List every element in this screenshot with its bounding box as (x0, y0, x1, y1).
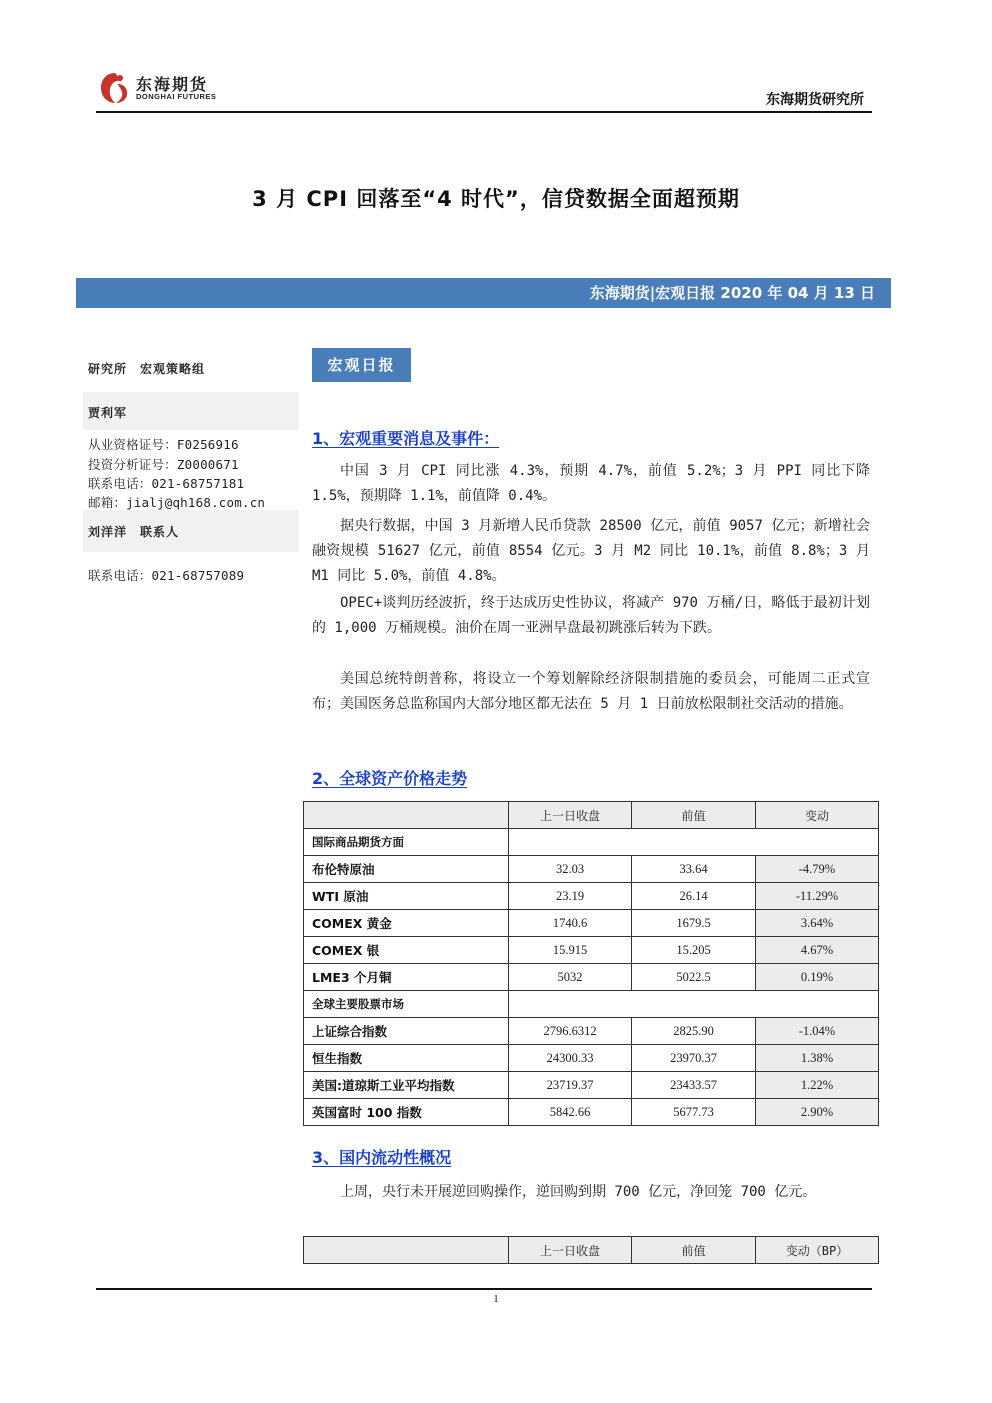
asset-name: LME3 个月铜 (304, 964, 509, 991)
page-number: 1 (493, 1293, 499, 1305)
table-row (304, 937, 879, 964)
institute-name: 东海期货研究所 (766, 92, 864, 108)
section-heading-assets: 2、全球资产价格走势 (312, 769, 468, 788)
table-row (304, 964, 879, 991)
prev-value: 5022.5 (632, 964, 756, 991)
close-value: 23719.37 (509, 1072, 632, 1099)
close-value: 5842.66 (509, 1099, 632, 1126)
company-logo (98, 70, 238, 108)
group-label: 全球主要股票市场 (304, 991, 509, 1018)
table-row (304, 1072, 879, 1099)
table-row (304, 883, 879, 910)
asset-name: 英国富时 100 指数 (304, 1099, 509, 1126)
prev-value: 23433.57 (632, 1072, 756, 1099)
footer-divider (96, 1288, 872, 1290)
prev-value: 1679.5 (632, 910, 756, 937)
section-heading-news: 1、宏观重要消息及事件： (312, 429, 500, 448)
change-value: -1.04% (756, 1018, 879, 1045)
section-heading-liquidity: 3、国内流动性概况 (312, 1148, 452, 1167)
header-divider (96, 111, 872, 113)
liquidity-table (303, 1236, 879, 1264)
change-value: -11.29% (756, 883, 879, 910)
prev-value: 2825.90 (632, 1018, 756, 1045)
liquidity-paragraph: 上周，央行未开展逆回购操作，逆回购到期 700 亿元，净回笼 700 亿元。 (340, 1184, 817, 1200)
prev-value: 15.205 (632, 937, 756, 964)
contact-header (83, 510, 299, 552)
analyst-name: 贾利军 (88, 406, 128, 420)
contact-phone: 联系电话：021-68757089 (88, 568, 245, 583)
asset-name: 上证综合指数 (304, 1018, 509, 1045)
report-title: 3 月 CPI 回落至“4 时代”，信贷数据全面超预期 (252, 187, 740, 211)
table-group-row (304, 991, 879, 1018)
prev-value: 33.64 (632, 856, 756, 883)
header-cell: 变动 (756, 802, 879, 829)
change-value: 1.38% (756, 1045, 879, 1072)
close-value: 24300.33 (509, 1045, 632, 1072)
close-value: 1740.6 (509, 910, 632, 937)
donghai-logo-icon (98, 70, 132, 106)
table-header-row (304, 1237, 879, 1264)
investment-cert-number: 投资分析证号：Z0000671 (88, 457, 239, 472)
contact-name: 刘洋洋 联系人 (88, 525, 180, 539)
news-paragraph: 据央行数据，中国 3 月新增人民币贷款 28500 亿元，前值 9057 亿元；新增社会融资规模 51627 亿元，前值 8554 亿元。3 月 M2 同比 10.1%，前值 8.8%；3 月 M1 同比 5.0%，前值 4.8%。 (312, 518, 870, 584)
change-value: 1.22% (756, 1072, 879, 1099)
table-row (304, 1018, 879, 1045)
table-header-row (304, 802, 879, 829)
news-paragraph: 美国总统特朗普称，将设立一个筹划解除经济限制措施的委员会，可能周二正式宣布；美国医务总监称国内大部分地区都无法在 5 月 1 日前放松限制社交活动的措施。 (312, 671, 870, 712)
header-cell (304, 802, 509, 829)
change-value: 4.67% (756, 937, 879, 964)
asset-price-table (303, 801, 879, 1126)
prev-value: 5677.73 (632, 1099, 756, 1126)
news-paragraph: 中国 3 月 CPI 同比涨 4.3%，预期 4.7%，前值 5.2%；3 月 PPI 同比下降 1.5%，预期降 1.1%，前值降 0.4%。 (312, 463, 870, 504)
change-value: 0.19% (756, 964, 879, 991)
asset-name: COMEX 黄金 (304, 910, 509, 937)
header-cell: 变动（BP） (756, 1237, 879, 1264)
asset-name: WTI 原油 (304, 883, 509, 910)
change-value: -4.79% (756, 856, 879, 883)
change-value: 3.64% (756, 910, 879, 937)
analyst-phone: 联系电话：021-68757181 (88, 476, 245, 491)
analyst-email: 邮箱：jialj@qh168.com.cn (88, 495, 266, 510)
news-paragraph: OPEC+谈判历经波折，终于达成历史性协议，将减产 970 万桶/日，略低于最初计划的 1,000 万桶规模。油价在周一亚洲早盘最初跳涨后转为下跌。 (312, 595, 870, 636)
header-cell (304, 1237, 509, 1264)
asset-name: 布伦特原油 (304, 856, 509, 883)
asset-name: 美国:道琼斯工业平均指数 (304, 1072, 509, 1099)
table-row (304, 1045, 879, 1072)
close-value: 2796.6312 (509, 1018, 632, 1045)
prev-value: 23970.37 (632, 1045, 756, 1072)
department-label: 研究所 宏观策略组 (88, 362, 206, 376)
table-row (304, 856, 879, 883)
analyst-header (83, 392, 299, 430)
close-value: 23.19 (509, 883, 632, 910)
header-cell: 上一日收盘 (509, 1237, 632, 1264)
asset-name: COMEX 银 (304, 937, 509, 964)
table-row (304, 1099, 879, 1126)
close-value: 15.915 (509, 937, 632, 964)
close-value: 32.03 (509, 856, 632, 883)
table-row (304, 910, 879, 937)
close-value: 5032 (509, 964, 632, 991)
date-banner: 东海期货|宏观日报 2020 年 04 月 13 日 (76, 278, 891, 308)
header-cell: 前值 (632, 1237, 756, 1264)
report-type-tag: 宏观日报 (312, 348, 411, 382)
group-label: 国际商品期货方面 (304, 829, 509, 856)
asset-name: 恒生指数 (304, 1045, 509, 1072)
prev-value: 26.14 (632, 883, 756, 910)
header-cell: 前值 (632, 802, 756, 829)
header-cell: 上一日收盘 (509, 802, 632, 829)
logo-text-en: DONGHAI FUTURES (136, 92, 217, 101)
logo-text-cn: 东海期货 (136, 75, 209, 94)
qualification-number: 从业资格证号：F0256916 (88, 437, 239, 452)
table-group-row (304, 829, 879, 856)
change-value: 2.90% (756, 1099, 879, 1126)
